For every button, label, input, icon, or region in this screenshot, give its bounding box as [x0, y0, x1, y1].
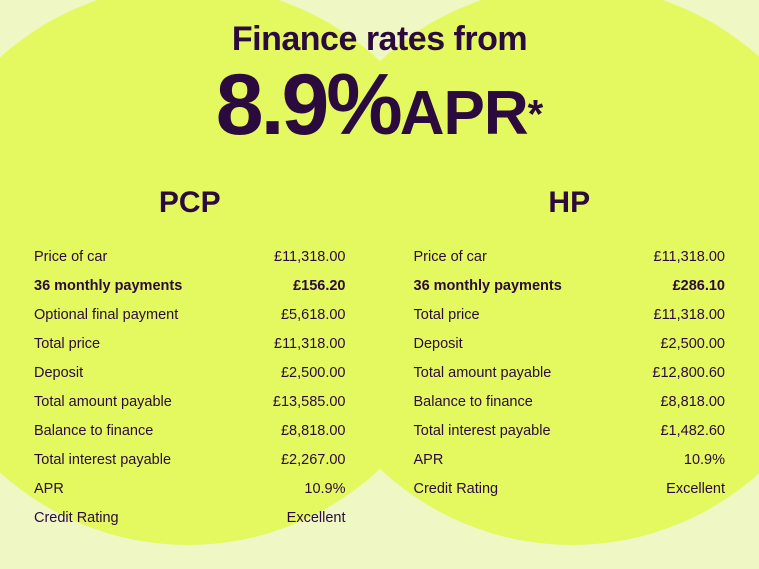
row-label: Price of car [34, 248, 108, 265]
table-row [26, 329, 354, 358]
row-label: Total interest payable [413, 422, 551, 439]
table-row [406, 300, 734, 329]
finance-column-pcp [0, 186, 380, 532]
table-row [26, 271, 354, 300]
row-label: Deposit [34, 364, 84, 381]
row-value: £12,800.60 [652, 364, 725, 381]
row-label: Total price [34, 335, 101, 352]
row-value: £11,318.00 [274, 335, 346, 352]
asterisk-marker: * [527, 92, 544, 137]
row-label: 36 monthly payments [413, 277, 562, 294]
row-value: £8,818.00 [660, 393, 725, 410]
table-row [26, 242, 354, 271]
row-value: 10.9% [683, 451, 725, 468]
row-value: £1,482.60 [660, 422, 725, 439]
table-row [406, 416, 734, 445]
row-label: Balance to finance [34, 422, 154, 439]
rate-unit: APR [399, 79, 528, 148]
table-row [26, 416, 354, 445]
row-value: 10.9% [304, 480, 346, 497]
headline-rate [0, 57, 759, 153]
table-row [26, 445, 354, 474]
table-row [406, 387, 734, 416]
table-row [26, 358, 354, 387]
row-value: £2,500.00 [280, 364, 346, 381]
finance-columns [0, 186, 759, 532]
row-value: £2,500.00 [660, 335, 725, 352]
table-row [406, 242, 734, 271]
row-value: £8,818.00 [280, 422, 346, 439]
table-row [26, 503, 354, 532]
row-value: Excellent [666, 480, 725, 497]
table-row [406, 445, 734, 474]
row-value: £2,267.00 [280, 451, 346, 468]
row-label: Credit Rating [413, 480, 499, 497]
row-label: Total amount payable [34, 393, 172, 410]
column-title-pcp: PCP [158, 186, 221, 219]
row-label: APR [34, 480, 64, 497]
row-label: Total amount payable [413, 364, 552, 381]
row-label: APR [413, 451, 444, 468]
row-value: £11,318.00 [274, 248, 346, 265]
table-row [26, 300, 354, 329]
finance-column-hp [380, 186, 759, 532]
row-value: £5,618.00 [280, 306, 346, 323]
table-row [406, 271, 734, 300]
table-row [406, 474, 734, 503]
row-label: 36 monthly payments [34, 277, 183, 294]
column-title-hp: HP [548, 186, 591, 219]
table-row [26, 474, 354, 503]
row-value: £156.20 [293, 277, 346, 294]
row-label: Total interest payable [34, 451, 172, 468]
row-value: £11,318.00 [653, 306, 725, 323]
page-title: Finance rates from [231, 20, 528, 58]
row-label: Credit Rating [34, 509, 119, 526]
row-value: £286.10 [672, 277, 725, 294]
rate-value: 8.9% [215, 57, 400, 153]
row-value: £11,318.00 [653, 248, 725, 265]
table-row [26, 387, 354, 416]
row-label: Balance to finance [413, 393, 533, 410]
row-label: Optional final payment [34, 306, 179, 323]
row-label: Total price [413, 306, 480, 323]
table-row [406, 329, 734, 358]
row-label: Deposit [413, 335, 463, 352]
row-value: £13,585.00 [272, 393, 346, 410]
table-row [406, 358, 734, 387]
row-label: Price of car [413, 248, 487, 265]
row-value: Excellent [286, 509, 346, 526]
